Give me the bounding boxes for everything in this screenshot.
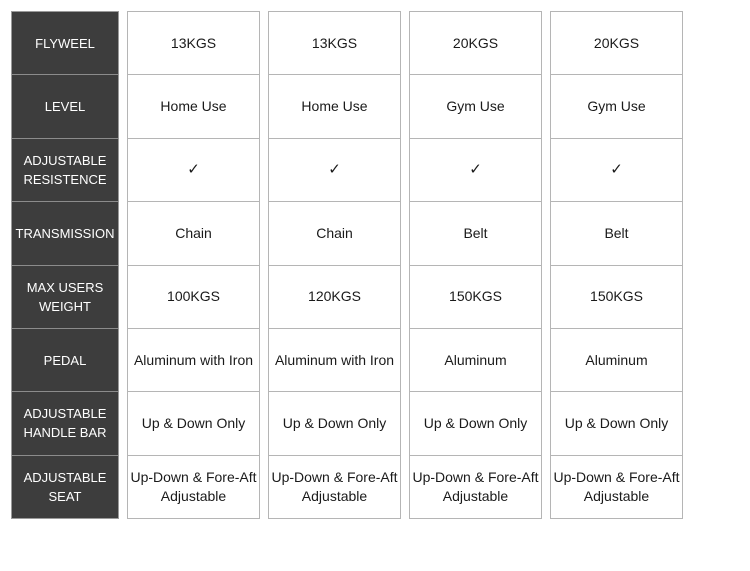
header-adjustable-handle-bar: ADJUSTABLE HANDLE BAR [12, 392, 118, 455]
max-weight-value: 120KGS [269, 266, 400, 329]
header-adjustable-seat: ADJUSTABLE SEAT [23, 469, 107, 504]
level-value: Home Use [128, 75, 259, 138]
header-adjustable-resistance: ADJUSTABLE RESISTENCE [12, 139, 118, 202]
flywheel-value: 13KGS [269, 12, 400, 75]
seat-value: Up-Down & Fore-Aft Adjustable [412, 468, 539, 504]
handle-bar-value: Up & Down Only [128, 392, 259, 455]
product-column-3 [409, 11, 542, 519]
pedal-value: Aluminum with Iron [128, 329, 259, 392]
seat-value: Up-Down & Fore-Aft Adjustable [553, 468, 680, 504]
level-value: Gym Use [410, 75, 541, 138]
pedal-value: Aluminum [410, 329, 541, 392]
transmission-value: Chain [128, 202, 259, 265]
transmission-value: Belt [551, 202, 682, 265]
header-flywheel: FLYWEEL [12, 12, 118, 75]
header-pedal: PEDAL [12, 329, 118, 392]
check-icon: ✓ [269, 139, 400, 202]
header-max-users-weight: MAX USERS WEIGHT [12, 266, 118, 329]
handle-bar-value: Up & Down Only [551, 392, 682, 455]
product-column-4 [550, 11, 683, 519]
transmission-value: Chain [269, 202, 400, 265]
flywheel-value: 13KGS [128, 12, 259, 75]
pedal-value: Aluminum [551, 329, 682, 392]
seat-value: Up-Down & Fore-Aft Adjustable [130, 468, 257, 504]
handle-bar-value: Up & Down Only [269, 392, 400, 455]
pedal-value: Aluminum with Iron [269, 329, 400, 392]
max-weight-value: 150KGS [551, 266, 682, 329]
max-weight-value: 100KGS [128, 266, 259, 329]
product-column-1 [127, 11, 260, 519]
max-weight-value: 150KGS [410, 266, 541, 329]
transmission-value: Belt [410, 202, 541, 265]
check-icon: ✓ [128, 139, 259, 202]
product-column-2 [268, 11, 401, 519]
header-level: LEVEL [12, 75, 118, 138]
handle-bar-value: Up & Down Only [410, 392, 541, 455]
header-transmission: TRANSMISSION [12, 202, 118, 265]
header-column [11, 11, 119, 519]
level-value: Home Use [269, 75, 400, 138]
level-value: Gym Use [551, 75, 682, 138]
flywheel-value: 20KGS [551, 12, 682, 75]
flywheel-value: 20KGS [410, 12, 541, 75]
check-icon: ✓ [410, 139, 541, 202]
check-icon: ✓ [551, 139, 682, 202]
seat-value: Up-Down & Fore-Aft Adjustable [271, 468, 398, 504]
